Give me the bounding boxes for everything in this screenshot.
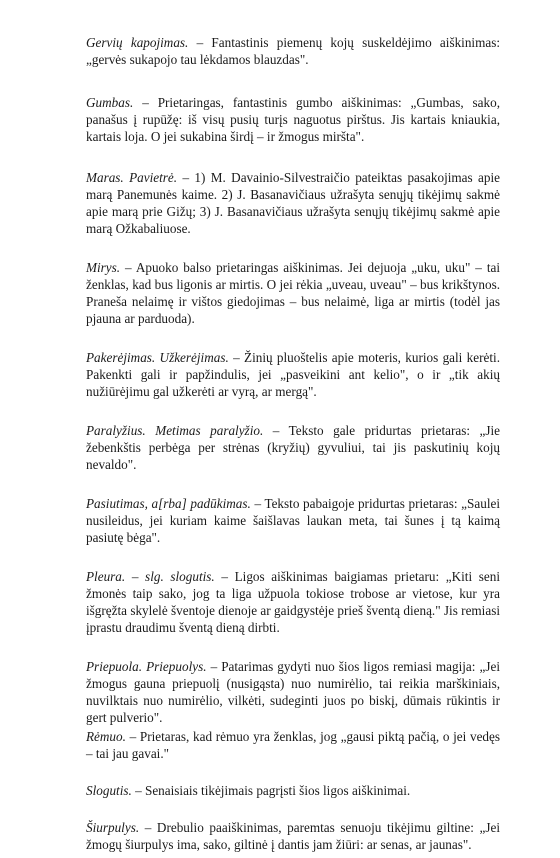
entry-text: – Fantastinis piemenų kojų suskeldėjimo aiškinimas: „gervės sukapojo tau lėkdamos blauzdas".: [86, 35, 500, 67]
entry-text: – Žinių pluoštelis apie moteris, kurios gali kerėti. Pakenkti gali ir papžindulis, jei „pasveikini ant kelio", o ir „tik akių nužiūrėjimu gal užkerėti ar vyrą, ar mergą".: [86, 350, 500, 399]
entry-gumbas: [86, 94, 500, 145]
entry-text: – Patarimas gydyti nuo šios ligos remiasi magija: „Jei žmogus gauna priepuolį (nusigąsta) nuo numirėlio, tai reikia marškiniais, nuvilktais nuo numirėlio, vilkėti, sudeginti juos po biskį, dūmais rūkintis ir gert pulverio".: [86, 659, 500, 725]
entry-term: Pleura. – slg. slogutis.: [86, 569, 215, 584]
entry-maras: [86, 169, 500, 237]
entry-term: Slogutis.: [86, 783, 132, 798]
entry-text: – Senaisiais tikėjimais pagrįsti šios ligos aiškinimai.: [135, 783, 411, 798]
entry-term: Maras. Pavietrė.: [86, 170, 178, 185]
entry-gerviu-kapojimas: [86, 34, 500, 68]
entry-paralyzius: [86, 422, 500, 473]
entry-mirys: [86, 259, 500, 327]
entry-term: Mirys.: [86, 260, 121, 275]
entry-text: – Prietaras, kad rėmuo yra ženklas, jog „gausi piktą pačią, o jei vedęs – tai jau gavai.": [86, 729, 501, 761]
entry-term: Rėmuo.: [86, 729, 126, 744]
entry-term: Priepuola. Priepuolys.: [86, 659, 207, 674]
entry-pakerejimas: [86, 349, 500, 400]
entry-text: – 1) M. Davainio-Silvestraičio pateiktas pasakojimas apie marą Panemunės kaime. 2) J. Basanavičiaus užrašyta senųjų tikėjimų sakmė apie marą prie Gižų; 3) J. Basanavičiaus užrašyta senųjų tikėjimų sakmė apie marą Ožkabaliuose.: [86, 170, 500, 236]
entry-remuo: [86, 728, 500, 762]
entry-slogutis: [86, 782, 500, 799]
entry-term: Šiurpulys.: [86, 820, 140, 835]
entry-siurpulys: [86, 819, 500, 853]
entry-pasiutimas: [86, 495, 500, 546]
entry-term: Gervių kapojimas.: [86, 35, 189, 50]
entry-text: – Drebulio paaiškinimas, paremtas senuoju tikėjimu giltine: „Jei žmogų šiurpulys ima, sako, giltinė į dantis jam žiūri: ar senas, ar jaunas".: [86, 820, 501, 852]
entry-priepuola: [86, 658, 500, 726]
entry-term: Paralyžius. Metimas paralyžio.: [86, 423, 264, 438]
entry-pleura: [86, 568, 500, 636]
entry-text: – Teksto pabaigoje pridurtas prietaras: „Saulei nusileidus, jei kuriam kaime šaišlavas laukan meta, tai šunes į tą kaimą pasiutę bėga".: [86, 496, 500, 545]
entry-text: – Prietaringas, fantastinis gumbo aiškinimas: „Gumbas, sako, panašus į rupūžę: iš visų pusių turįs naguotus pirštus. Jis kartais kniaukia, kartais loja. O jei sukabina širdį – ir žmogus miršta".: [86, 95, 501, 144]
entry-term: Pakerėjimas. Užkerėjimas.: [86, 350, 229, 365]
entry-term: Gumbas.: [86, 95, 134, 110]
entry-text: – Apuoko balso prietaringas aiškinimas. Jei dejuoja „uku, uku" – tai ženklas, kad bus ligonis ar mirtis. O jei rėkia „uveau, uveau" – bus krikštynos. Praneša nelaimę ir vištos giedojimas – bus nelaimė, liga ar mirtis (todėl jas pjauna ar parduoda).: [86, 260, 501, 326]
entry-text: – Ligos aiškinimas baigiamas prietaru: „Kiti seni žmonės taip sako, jog ta liga užpuola tokiose trobose ar vietose, kur yra išgręžta skylelė šventoje dienoje ar gaidgystėje prieš šventą dieną." Jis remiasi įprastu draudimu šventą dieną dirbti.: [86, 569, 500, 635]
entry-term: Pasiutimas, a[rba] padūkimas.: [86, 496, 251, 511]
entry-text: – Teksto gale pridurtas prietaras: „Jie žebenkštis perbėga per strėnas (kryžių) gyvuliui, tai jis paskutinių kojų nevaldo".: [86, 423, 501, 472]
